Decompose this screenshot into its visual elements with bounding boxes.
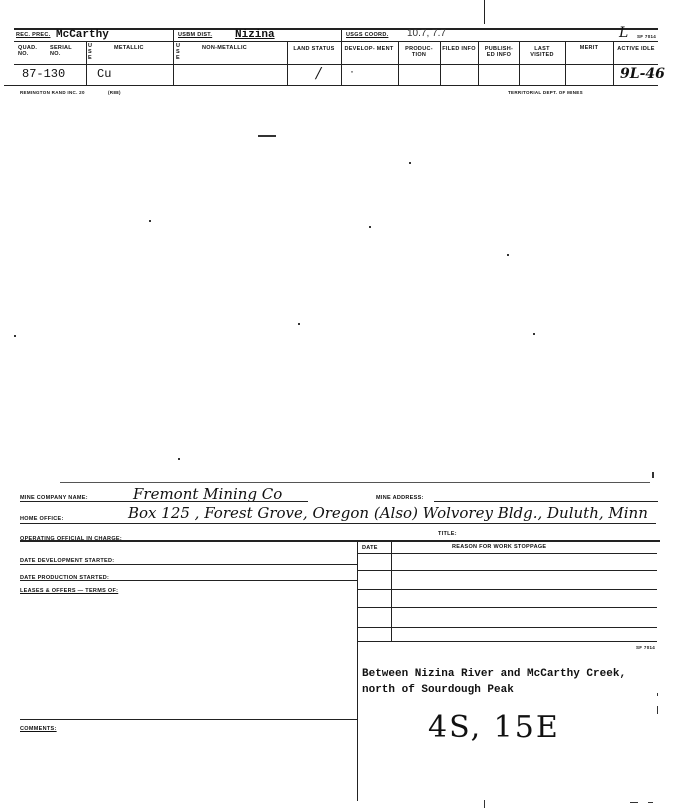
comments-label: COMMENTS: <box>20 726 57 732</box>
merit-letter: L <box>619 25 629 41</box>
col-serial-no: SERIAL NO. <box>50 45 72 57</box>
rec-prec-label: REC. PREC. <box>16 32 51 38</box>
mine-address-label: MINE ADDRESS: <box>376 495 424 501</box>
rec-prec-value: McCarthy <box>56 29 109 41</box>
col-land-status: LAND STATUS <box>293 46 335 52</box>
col-production: PRODUC- TION <box>405 46 433 58</box>
quad-serial-value: 87-130 <box>22 67 66 81</box>
home-office-value: Box 125 , Forest Grove, Oregon (Also) Wolvorey Bldg., Duluth, Minn <box>128 504 648 522</box>
territorial-dept: TERRITORIAL DEPT. OF MINES <box>508 90 583 95</box>
col-filed-info: FILED INFO <box>442 46 476 52</box>
printer-code: (R88) <box>108 90 121 95</box>
location-line-1: Between Nizina River and McCarthy Creek, <box>362 668 627 680</box>
mine-company-name-label: MINE COMPANY NAME: <box>20 495 88 501</box>
metallic-value: Cu <box>97 67 112 81</box>
active-idle-value: 9L-46 <box>620 66 665 82</box>
col-use-metallic: USE <box>88 43 93 61</box>
title-label: TITLE: <box>438 531 457 537</box>
location-line-2: north of Sourdough Peak <box>362 684 514 696</box>
usgs-coord-label: USGS COORD. <box>346 32 389 38</box>
land-status-value: / <box>316 64 322 82</box>
col-metallic: METALLIC <box>114 45 144 51</box>
date-column-header: DATE <box>362 545 378 551</box>
reason-column-header: REASON FOR WORK STOPPAGE <box>452 544 547 550</box>
leases-label: LEASES & OFFERS — TERMS OF: <box>20 588 119 594</box>
development-mark: · <box>350 64 354 78</box>
printer-mark: REMINGTON RAND INC. 20 <box>20 90 85 95</box>
usbm-dist-label: USBM DIST. <box>178 32 213 38</box>
home-office-label: HOME OFFICE: <box>20 516 64 522</box>
col-quad-no: QUAD. NO. <box>18 45 38 57</box>
col-use-nonmetallic: USE <box>176 43 181 61</box>
col-last-visited: LAST VISITED <box>530 46 554 58</box>
form-number-bottom: SF 7014 <box>636 645 656 650</box>
form-number-top: SF 7014 <box>637 34 657 39</box>
township-range: 4S, 15E <box>428 710 560 745</box>
col-development: DEVELOP- MENT <box>344 46 394 52</box>
col-active-idle: ACTIVE IDLE <box>617 46 655 52</box>
operating-official-label: OPERATING OFFICIAL IN CHARGE: <box>20 536 122 542</box>
mine-company-name-value: Fremont Mining Co <box>133 485 283 503</box>
date-development-label: DATE DEVELOPMENT STARTED: <box>20 558 115 564</box>
usgs-coord-value: 10.7, 7.7 <box>407 28 446 39</box>
col-non-metallic: NON-METALLIC <box>202 45 248 51</box>
usbm-dist-value: Nizina <box>235 29 275 41</box>
col-merit: MERIT <box>579 45 599 51</box>
col-published-info: PUBLISH- ED INFO <box>484 46 514 58</box>
date-production-label: DATE PRODUCTION STARTED: <box>20 575 110 581</box>
